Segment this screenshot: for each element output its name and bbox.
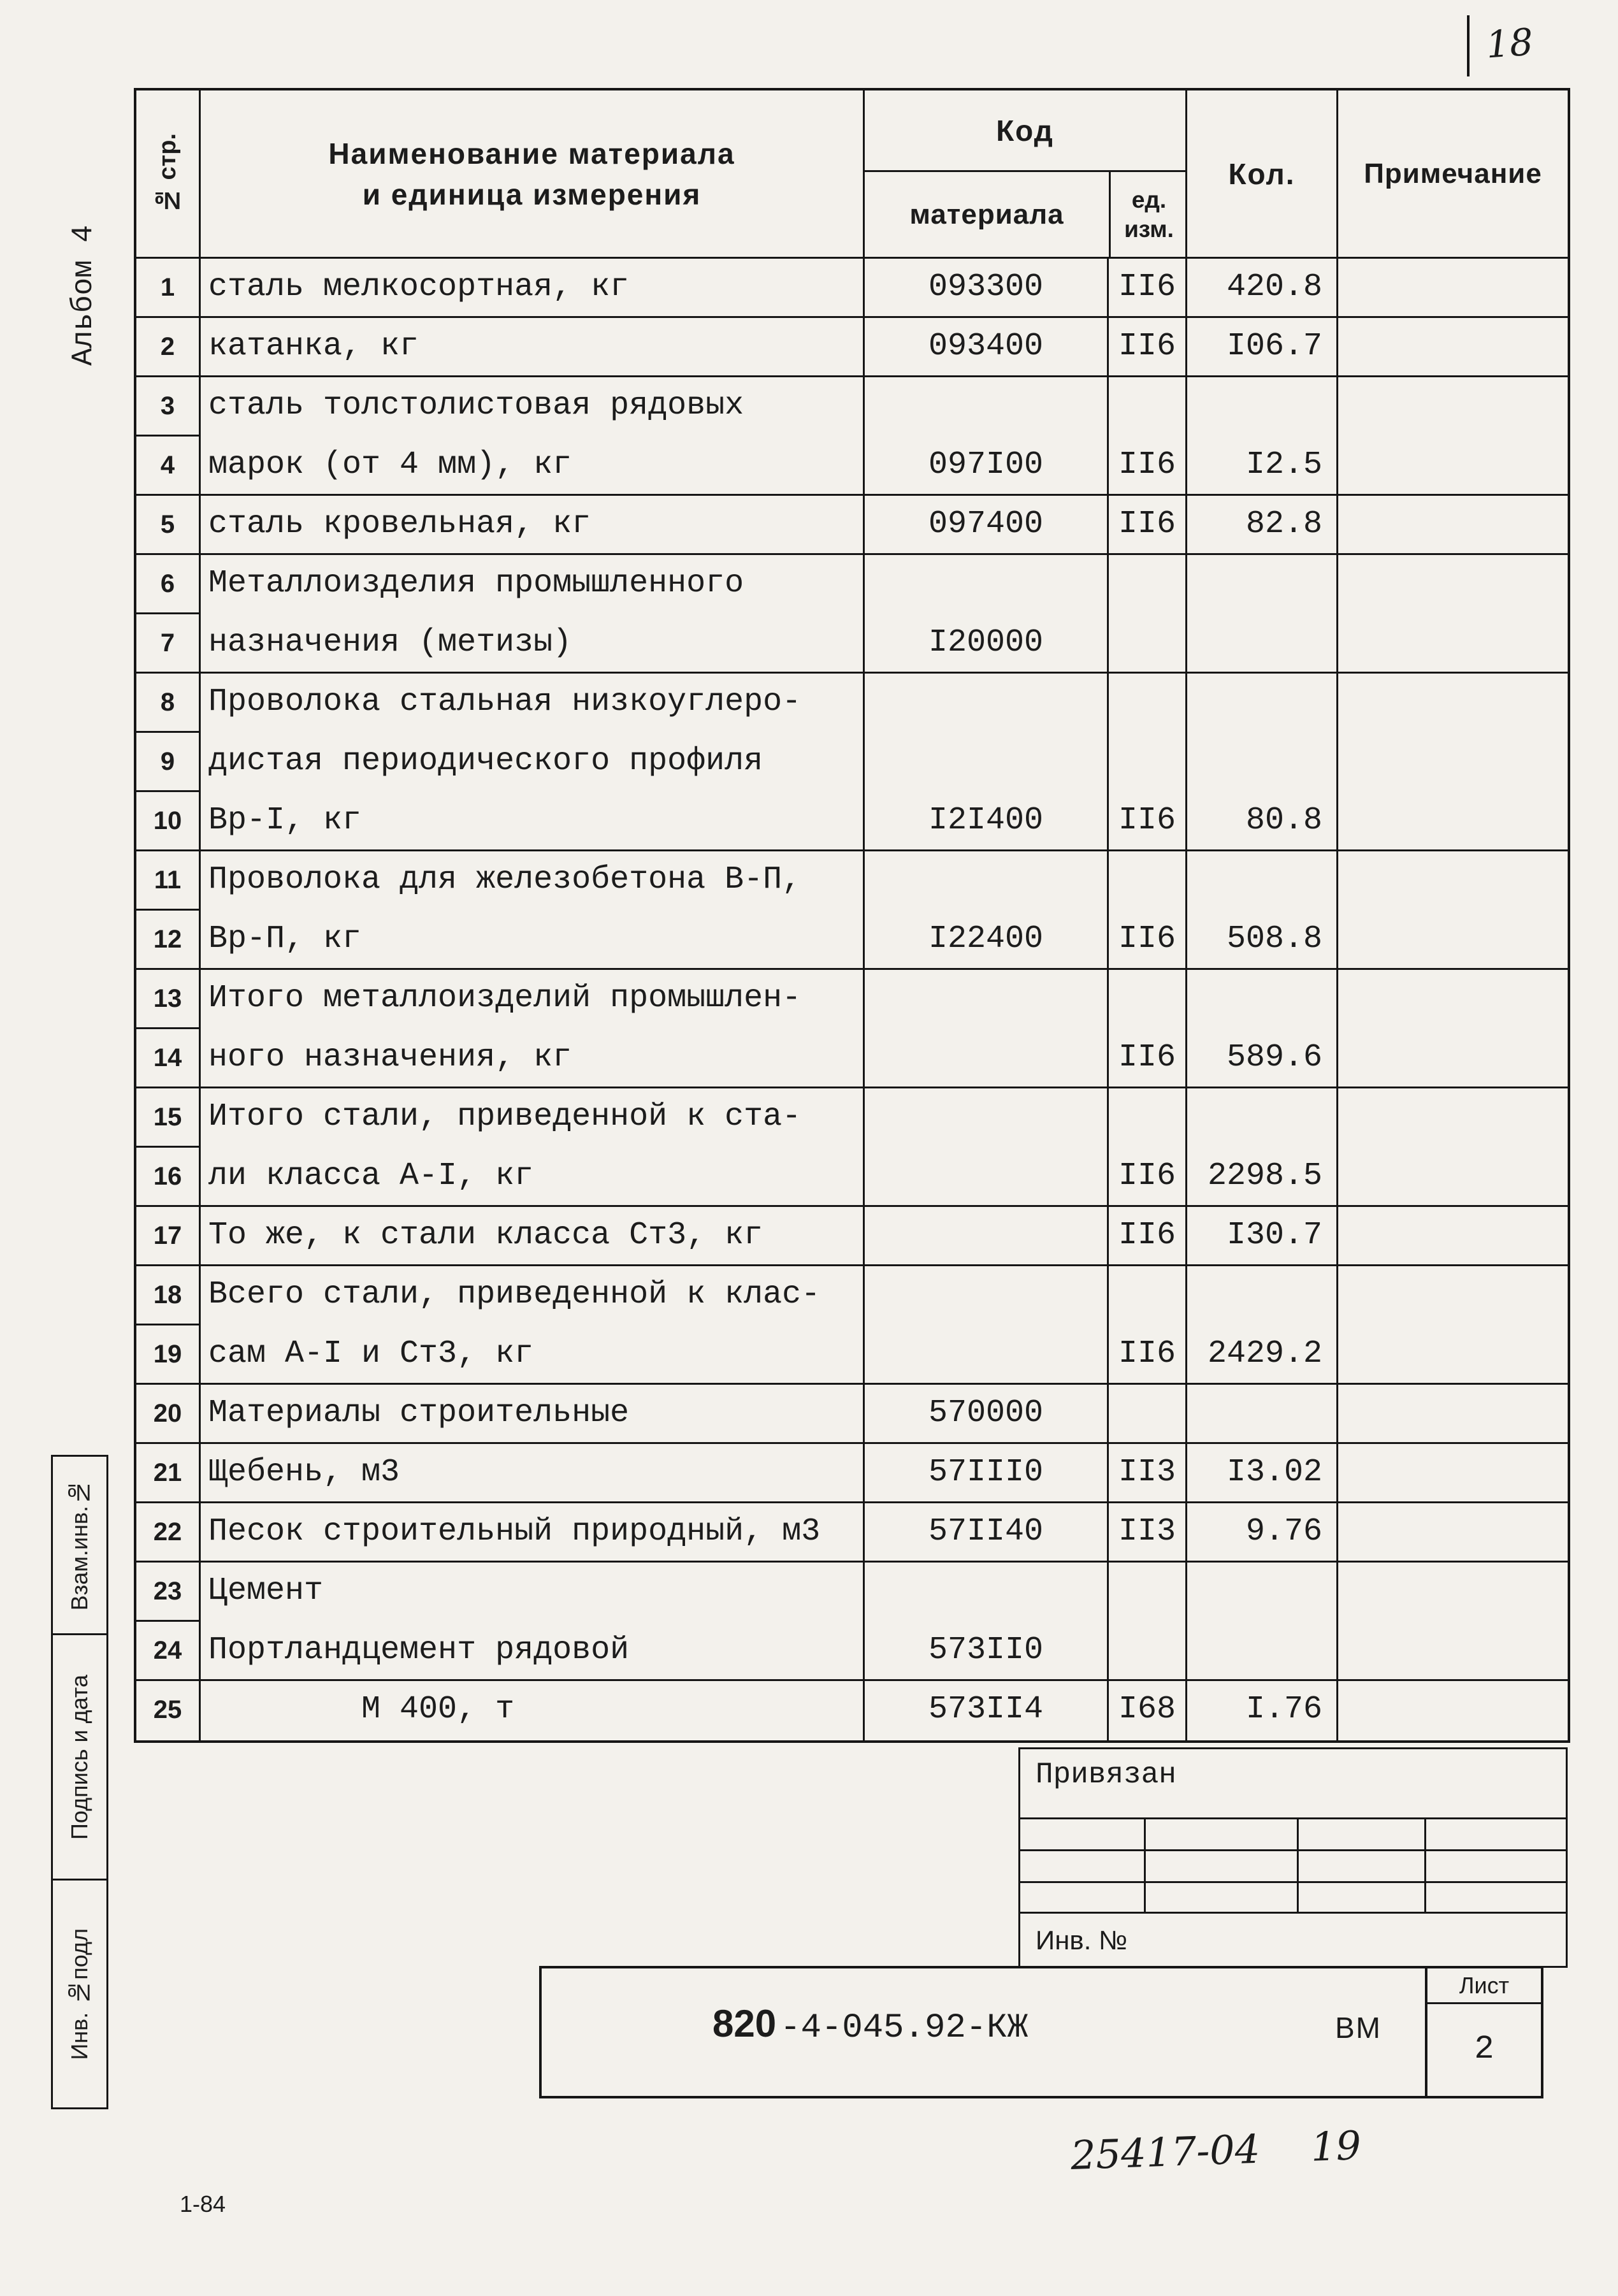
unit-code: [1107, 1385, 1185, 1444]
unit-code: [1107, 674, 1185, 733]
sidebar-box-replacement-inv-label: Взам.инв.№: [66, 1479, 92, 1611]
divider-line: [1020, 1817, 1566, 1819]
unit-code: [1107, 1563, 1185, 1622]
material-name: М 400, т: [199, 1681, 863, 1740]
material-name: ли класса А-I, кг: [199, 1148, 863, 1207]
quantity: I3.02: [1185, 1444, 1336, 1503]
material-code: I2I400: [863, 792, 1107, 851]
divider-line: [1424, 1817, 1426, 1914]
note: [1336, 1681, 1568, 1740]
material-name: Проволока для железобетона В-П,: [199, 851, 863, 911]
material-name: марок (от 4 мм), кг: [199, 437, 863, 496]
table-row: [136, 1385, 1568, 1444]
material-name: ного назначения, кг: [199, 1029, 863, 1088]
quantity: I.76: [1185, 1681, 1336, 1740]
material-code: [863, 1029, 1107, 1088]
note: [1336, 1503, 1568, 1563]
table-row: [136, 1563, 1568, 1622]
note: [1336, 1444, 1568, 1503]
linked-block: [1018, 1747, 1568, 1968]
sidebar-box-inv-original-label: Инв. №подл: [66, 1928, 92, 2060]
quantity: [1185, 377, 1336, 437]
material-code: 093300: [863, 259, 1107, 318]
header-code-unit-line1: ед.: [1131, 186, 1167, 213]
handwritten-number: 25417-04: [1069, 2125, 1261, 2179]
quantity: 2298.5: [1185, 1148, 1336, 1207]
note: [1336, 1325, 1568, 1385]
table-row: [136, 851, 1568, 911]
unit-code: II6: [1107, 496, 1185, 555]
material-code: [863, 851, 1107, 911]
material-name: Щебень, м3: [199, 1444, 863, 1503]
header-material-name-line1: Наименование материала: [328, 136, 735, 170]
material-code: I22400: [863, 911, 1107, 970]
unit-code: II3: [1107, 1503, 1185, 1563]
material-name: Материалы строительные: [199, 1385, 863, 1444]
unit-code: II6: [1107, 1029, 1185, 1088]
material-name: назначения (метизы): [199, 614, 863, 674]
note: [1336, 1622, 1568, 1681]
document-stamp: [539, 1966, 1543, 2098]
row-number: 22: [136, 1503, 199, 1563]
material-code: [863, 1207, 1107, 1266]
inventory-number-label: Инв. №: [1036, 1925, 1128, 1955]
table-row: [136, 1266, 1568, 1325]
header-code-group: [863, 90, 1185, 257]
sidebar-box-replacement-inv: [51, 1455, 108, 1635]
unit-code: [1107, 733, 1185, 792]
note: [1336, 792, 1568, 851]
divider-line: [1020, 1912, 1566, 1914]
note: [1336, 555, 1568, 614]
unit-code: [1107, 1088, 1185, 1148]
page-number: 18: [1484, 20, 1535, 67]
table-row: [136, 437, 1568, 496]
row-number: 5: [136, 496, 199, 555]
divider-line: [1297, 1817, 1299, 1914]
note: [1336, 1148, 1568, 1207]
note: [1336, 318, 1568, 377]
header-code-unit-line2: изм.: [1124, 215, 1174, 242]
sheet-number: 2: [1474, 2030, 1494, 2068]
table-row: [136, 614, 1568, 674]
material-code: 097400: [863, 496, 1107, 555]
row-number: 7: [136, 614, 199, 674]
row-number: 3: [136, 377, 199, 437]
material-code: [863, 555, 1107, 614]
document-number: -4-045.92-КЖ: [780, 2009, 1028, 2047]
unit-code: II3: [1107, 1444, 1185, 1503]
note: [1336, 377, 1568, 437]
material-name: сталь мелкосортная, кг: [199, 259, 863, 318]
note: [1336, 970, 1568, 1029]
quantity: [1185, 1266, 1336, 1325]
corner-tick-line: [1467, 15, 1470, 76]
album-label: [61, 203, 106, 387]
note: [1336, 1385, 1568, 1444]
row-number: 14: [136, 1029, 199, 1088]
quantity: I06.7: [1185, 318, 1336, 377]
quantity: 2429.2: [1185, 1325, 1336, 1385]
note: [1336, 437, 1568, 496]
unit-code: [1107, 555, 1185, 614]
quantity: 589.6: [1185, 1029, 1336, 1088]
sheet-label: Лист: [1427, 1968, 1541, 2004]
note: [1336, 614, 1568, 674]
quantity: [1185, 1385, 1336, 1444]
material-code: [863, 1148, 1107, 1207]
unit-code: II6: [1107, 792, 1185, 851]
sidebar-box-signature-date-label: Подпись и дата: [66, 1674, 92, 1840]
quantity: 508.8: [1185, 911, 1336, 970]
header-note: Примечание: [1336, 90, 1568, 257]
material-code: 570000: [863, 1385, 1107, 1444]
row-number: 6: [136, 555, 199, 614]
material-code: 093400: [863, 318, 1107, 377]
material-name: Песок строительный природный, м3: [199, 1503, 863, 1563]
row-number: 4: [136, 437, 199, 496]
header-material-name-line2: и единица измерения: [362, 177, 702, 211]
unit-code: II6: [1107, 1148, 1185, 1207]
quantity: [1185, 1622, 1336, 1681]
document-prefix: 820: [712, 2002, 777, 2045]
row-number: 9: [136, 733, 199, 792]
divider-line: [1020, 1881, 1566, 1883]
material-code: 573II4: [863, 1681, 1107, 1740]
table-row: [136, 1207, 1568, 1266]
material-name: Вр-П, кг: [199, 911, 863, 970]
header-code-unit: [1109, 172, 1187, 257]
quantity: [1185, 555, 1336, 614]
material-code: [863, 674, 1107, 733]
table-row: [136, 674, 1568, 733]
material-name: То же, к стали класса Ст3, кг: [199, 1207, 863, 1266]
quantity: I30.7: [1185, 1207, 1336, 1266]
material-code: [863, 377, 1107, 437]
handwritten-sheet: 19: [1310, 2122, 1362, 2170]
material-code: [863, 970, 1107, 1029]
unit-code: II6: [1107, 259, 1185, 318]
divider-line: [1144, 1817, 1146, 1914]
table-row: [136, 970, 1568, 1029]
quantity: [1185, 1088, 1336, 1148]
unit-code: [1107, 851, 1185, 911]
table-row: [136, 733, 1568, 792]
row-number: 11: [136, 851, 199, 911]
quantity: [1185, 674, 1336, 733]
material-code: [863, 1088, 1107, 1148]
table-row: [136, 1088, 1568, 1148]
table-row: [136, 1622, 1568, 1681]
material-name: сам А-I и Ст3, кг: [199, 1325, 863, 1385]
row-number: 24: [136, 1622, 199, 1681]
materials-table: [134, 88, 1570, 1743]
quantity: [1185, 851, 1336, 911]
material-name: Металлоизделия промышленного: [199, 555, 863, 614]
header-code-subrow: [865, 172, 1185, 257]
material-name: Итого металлоизделий промышлен-: [199, 970, 863, 1029]
header-quantity: Кол.: [1185, 90, 1336, 257]
unit-code: [1107, 377, 1185, 437]
material-name: Цемент: [199, 1563, 863, 1622]
note: [1336, 1029, 1568, 1088]
table-row: [136, 555, 1568, 614]
row-number: 2: [136, 318, 199, 377]
table-row: [136, 1444, 1568, 1503]
header-row-number: [136, 90, 199, 257]
row-number: 18: [136, 1266, 199, 1325]
quantity: [1185, 614, 1336, 674]
material-code: 57III0: [863, 1444, 1107, 1503]
form-code: 1-84: [180, 2191, 226, 2217]
row-number: 8: [136, 674, 199, 733]
quantity: [1185, 733, 1336, 792]
material-name: Вр-I, кг: [199, 792, 863, 851]
material-code: I20000: [863, 614, 1107, 674]
unit-code: II6: [1107, 318, 1185, 377]
unit-code: [1107, 1622, 1185, 1681]
sidebar-box-signature-date: [51, 1633, 108, 1881]
table-body: [136, 259, 1568, 1740]
table-row: [136, 318, 1568, 377]
material-code: [863, 1563, 1107, 1622]
material-code: [863, 733, 1107, 792]
sidebar-box-inv-original: [51, 1879, 108, 2109]
material-name: дистая периодического профиля: [199, 733, 863, 792]
unit-code: II6: [1107, 1207, 1185, 1266]
unit-code: II6: [1107, 437, 1185, 496]
unit-code: [1107, 1266, 1185, 1325]
row-number: 20: [136, 1385, 199, 1444]
table-row: [136, 1029, 1568, 1088]
unit-code: II6: [1107, 1325, 1185, 1385]
row-number: 13: [136, 970, 199, 1029]
note: [1336, 1563, 1568, 1622]
handwritten-annotation: [1070, 2122, 1362, 2179]
material-code: 573II0: [863, 1622, 1107, 1681]
unit-code: II6: [1107, 911, 1185, 970]
note: [1336, 733, 1568, 792]
document-type: ВМ: [1335, 2011, 1382, 2044]
quantity: 9.76: [1185, 1503, 1336, 1563]
note: [1336, 1266, 1568, 1325]
note: [1336, 674, 1568, 733]
row-number: 15: [136, 1088, 199, 1148]
divider-line: [1020, 1849, 1566, 1851]
material-code: [863, 1266, 1107, 1325]
note: [1336, 911, 1568, 970]
material-code: 57II40: [863, 1503, 1107, 1563]
material-name: сталь толстолистовая рядовых: [199, 377, 863, 437]
material-name: Проволока стальная низкоуглеро-: [199, 674, 863, 733]
table-row: [136, 792, 1568, 851]
quantity: 80.8: [1185, 792, 1336, 851]
header-material-name: [199, 90, 863, 257]
table-row: [136, 1681, 1568, 1740]
row-number: 23: [136, 1563, 199, 1622]
quantity: 420.8: [1185, 259, 1336, 318]
material-name: катанка, кг: [199, 318, 863, 377]
table-row: [136, 496, 1568, 555]
table-row: [136, 377, 1568, 437]
quantity: [1185, 1563, 1336, 1622]
material-name: Портландцемент рядовой: [199, 1622, 863, 1681]
note: [1336, 259, 1568, 318]
header-code-material: материала: [909, 198, 1064, 230]
table-row: [136, 1503, 1568, 1563]
album-label-text: Альбом 4: [67, 224, 100, 366]
table-row: [136, 1325, 1568, 1385]
document-number-row: [712, 2002, 1028, 2047]
note: [1336, 851, 1568, 911]
unit-code: [1107, 970, 1185, 1029]
quantity: [1185, 970, 1336, 1029]
row-number: 25: [153, 1696, 182, 1724]
material-code: [863, 1325, 1107, 1385]
header-row-number-text: № стр.: [154, 133, 181, 214]
material-name: Итого стали, приведенной к ста-: [199, 1088, 863, 1148]
row-number: 16: [136, 1148, 199, 1207]
material-code: 097I00: [863, 437, 1107, 496]
row-number: 21: [136, 1444, 199, 1503]
row-number: 10: [136, 792, 199, 851]
material-name: Всего стали, приведенной к клас-: [199, 1266, 863, 1325]
row-number: 17: [136, 1207, 199, 1266]
note: [1336, 1207, 1568, 1266]
linked-label: Привязан: [1036, 1758, 1176, 1791]
note: [1336, 1088, 1568, 1148]
header-code: Код: [865, 90, 1185, 172]
row-number: 19: [136, 1325, 199, 1385]
quantity: 82.8: [1185, 496, 1336, 555]
table-row: [136, 259, 1568, 318]
table-row: [136, 1148, 1568, 1207]
quantity: I2.5: [1185, 437, 1336, 496]
table-header: [136, 90, 1568, 259]
row-number: 1: [136, 259, 199, 318]
unit-code: [1107, 614, 1185, 674]
sheet-box: [1425, 1968, 1541, 2096]
material-name: сталь кровельная, кг: [199, 496, 863, 555]
row-number: 12: [136, 911, 199, 970]
note: [1336, 496, 1568, 555]
unit-code: I68: [1107, 1681, 1185, 1740]
table-row: [136, 911, 1568, 970]
